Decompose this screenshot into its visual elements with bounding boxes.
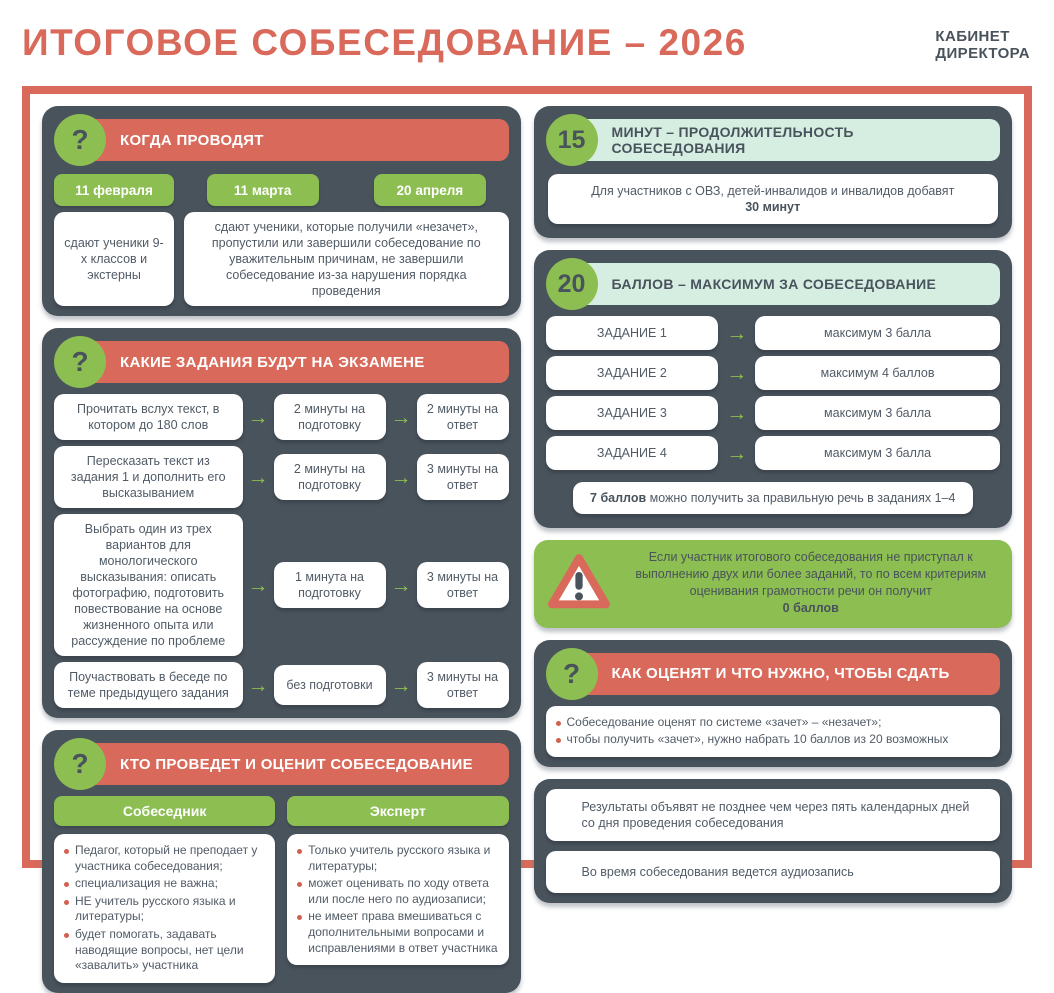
prep-time-card: 1 минута на подготовку bbox=[274, 562, 386, 608]
warning-text bbox=[626, 549, 997, 617]
task-label-card: ЗАДАНИЕ 3 bbox=[546, 396, 719, 430]
arrow-right-icon: → bbox=[726, 321, 748, 345]
expert-column bbox=[287, 796, 508, 983]
section-results bbox=[534, 779, 1013, 903]
score-note-card bbox=[573, 482, 973, 514]
number-badge-15: 15 bbox=[546, 114, 598, 166]
warning-banner bbox=[534, 540, 1013, 628]
arrow-right-icon: → bbox=[726, 401, 748, 425]
section-who-title: КТО ПРОВЕДЕТ И ОЦЕНИТ СОБЕСЕДОВАНИЕ bbox=[80, 743, 509, 785]
warning-icon bbox=[546, 552, 612, 613]
section-tasks-title: КАКИЕ ЗАДАНИЯ БУДУТ НА ЭКЗАМЕНЕ bbox=[80, 341, 509, 383]
arrow-right-icon: → bbox=[390, 465, 412, 489]
arrow-right-icon: → bbox=[390, 673, 412, 697]
expert-card bbox=[287, 834, 508, 965]
score-row bbox=[546, 316, 1001, 350]
how-note-card bbox=[546, 706, 1001, 757]
task-row bbox=[54, 446, 509, 508]
section-tasks bbox=[42, 328, 521, 718]
note-card-main-date: сдают ученики 9-х классов и экстерны bbox=[54, 212, 174, 306]
role-badge-expert: Эксперт bbox=[287, 796, 508, 826]
section-duration-title: МИНУТ – ПРОДОЛЖИТЕЛЬНОСТЬ СОБЕСЕДОВАНИЯ bbox=[572, 119, 1001, 161]
answer-time-card: 2 минуты на ответ bbox=[417, 394, 509, 440]
section-score-header bbox=[546, 258, 1001, 310]
bullet-item: не имеет права вмешиваться с дополнительными вопросами и исправлениями в ответ участника bbox=[296, 909, 499, 956]
task-label-card: ЗАДАНИЕ 4 bbox=[546, 436, 719, 470]
section-how-title: КАК ОЦЕНЯТ И ЧТО НУЖНО, ЧТОБЫ СДАТЬ bbox=[572, 653, 1001, 695]
brand-logo-line2: ДИРЕКТОРА bbox=[935, 45, 1030, 63]
left-column bbox=[42, 106, 521, 973]
result-card-announcement: Результаты объявят не позднее чем через пять календарных дней со дня проведения собеседования bbox=[546, 789, 1001, 841]
question-icon bbox=[54, 336, 106, 388]
question-icon bbox=[54, 738, 106, 790]
score-value-card: максимум 3 балла bbox=[755, 316, 1000, 350]
question-glyph: ? bbox=[71, 748, 89, 779]
section-score-title: БАЛЛОВ – МАКСИМУМ ЗА СОБЕСЕДОВАНИЕ bbox=[572, 263, 1001, 305]
interviewer-card bbox=[54, 834, 275, 983]
warning-text-body: Если участник итогового собеседования не приступал к выполнению двух или более заданий, то по всем критериям оценивания грамотности речи он получит bbox=[635, 550, 987, 598]
when-notes bbox=[54, 212, 509, 306]
answer-time-card: 3 минуты на ответ bbox=[417, 662, 509, 708]
date-badge: 11 февраля bbox=[54, 174, 174, 206]
right-column bbox=[534, 106, 1013, 879]
bullet-item: НЕ учитель русского языка и литературы; bbox=[63, 894, 266, 925]
bullet-item: Только учитель русского языка и литературы; bbox=[296, 843, 499, 874]
task-card: Прочитать вслух текст, в котором до 180 слов bbox=[54, 394, 243, 440]
duration-note-text: Для участников с ОВЗ, детей-инвалидов и инвалидов добавят bbox=[591, 184, 955, 198]
score-note-text: можно получить за правильную речь в заданиях 1–4 bbox=[649, 491, 956, 505]
prep-time-card: 2 минуты на подготовку bbox=[274, 394, 386, 440]
number-badge-20: 20 bbox=[546, 258, 598, 310]
question-glyph: ? bbox=[562, 657, 581, 689]
answer-time-card: 3 минуты на ответ bbox=[417, 454, 509, 500]
section-when bbox=[42, 106, 521, 316]
how-bullet-list bbox=[555, 715, 992, 748]
section-when-header bbox=[54, 114, 509, 166]
arrow-right-icon: → bbox=[247, 573, 269, 597]
section-tasks-header bbox=[54, 336, 509, 388]
question-icon bbox=[54, 114, 106, 166]
brand-logo-line1: КАБИНЕТ bbox=[935, 28, 1010, 45]
exam-dates bbox=[54, 174, 509, 206]
date-badge: 11 марта bbox=[207, 174, 319, 206]
bullet-item: будет помогать, задавать наводящие вопросы, нет цели «завалить» участника bbox=[63, 927, 266, 974]
task-row bbox=[54, 514, 509, 656]
bullet-item: специализация не важна; bbox=[63, 876, 266, 892]
content-frame bbox=[22, 86, 1032, 973]
bullet-item: Собеседование оценят по системе «зачет» – «незачет»; bbox=[555, 715, 992, 731]
arrow-right-icon: → bbox=[390, 405, 412, 429]
score-value-card: максимум 3 балла bbox=[755, 436, 1000, 470]
note-card-retake-dates: сдают ученики, которые получили «незачет», пропустили или завершили собеседование по уважительным причинам, не завершили собеседование из-за нарушения порядка проведения bbox=[184, 212, 509, 306]
prep-time-card: без подготовки bbox=[274, 665, 386, 705]
duration-note-bold: 30 минут bbox=[745, 200, 801, 214]
task-label-card: ЗАДАНИЕ 2 bbox=[546, 356, 719, 390]
task-label-card: ЗАДАНИЕ 1 bbox=[546, 316, 719, 350]
section-when-title: КОГДА ПРОВОДЯТ bbox=[80, 119, 509, 161]
score-value-card: максимум 3 балла bbox=[755, 396, 1000, 430]
brand-logo bbox=[935, 28, 1030, 63]
duration-note-card bbox=[548, 174, 999, 224]
score-note-bold: 7 баллов bbox=[590, 491, 647, 505]
bullet-item: может оценивать по ходу ответа или после него по аудиозаписи; bbox=[296, 876, 499, 907]
section-duration bbox=[534, 106, 1013, 238]
interviewer-bullet-list bbox=[63, 843, 266, 974]
section-score bbox=[534, 250, 1013, 528]
section-how-header bbox=[546, 648, 1001, 700]
bullet-item: чтобы получить «зачет», нужно набрать 10 баллов из 20 возможных bbox=[555, 732, 992, 748]
role-badge-interviewer: Собеседник bbox=[54, 796, 275, 826]
task-card: Поучаствовать в беседе по теме предыдущего задания bbox=[54, 662, 243, 708]
arrow-right-icon: → bbox=[390, 573, 412, 597]
task-row bbox=[54, 394, 509, 440]
arrow-right-icon: → bbox=[726, 361, 748, 385]
score-row bbox=[546, 356, 1001, 390]
question-glyph: ? bbox=[71, 124, 89, 155]
task-row bbox=[54, 662, 509, 708]
score-value-card: максимум 4 баллов bbox=[755, 356, 1000, 390]
arrow-right-icon: → bbox=[247, 673, 269, 697]
result-card-recording: Во время собеседования ведется аудиозапись bbox=[546, 851, 1001, 893]
score-row bbox=[546, 396, 1001, 430]
task-card: Пересказать текст из задания 1 и дополнить его высказыванием bbox=[54, 446, 243, 508]
page-header bbox=[0, 0, 1054, 86]
warning-text-bold: 0 баллов bbox=[782, 600, 839, 615]
who-columns bbox=[54, 796, 509, 983]
question-glyph: ? bbox=[71, 346, 89, 377]
arrow-right-icon: → bbox=[247, 465, 269, 489]
interviewer-column bbox=[54, 796, 275, 983]
section-how bbox=[534, 640, 1013, 767]
score-row bbox=[546, 436, 1001, 470]
section-duration-header bbox=[546, 114, 1001, 166]
bullet-item: Педагог, который не преподает у участника собеседования; bbox=[63, 843, 266, 874]
arrow-right-icon: → bbox=[726, 441, 748, 465]
section-who bbox=[42, 730, 521, 993]
arrow-right-icon: → bbox=[247, 405, 269, 429]
task-card: Выбрать один из трех вариантов для монологического высказывания: описать фотографию, подготовить повествование на основе жизненного опыта или рассуждение по проблеме bbox=[54, 514, 243, 656]
page-title: ИТОГОВОЕ СОБЕСЕДОВАНИЕ – 2026 bbox=[22, 22, 747, 63]
expert-bullet-list bbox=[296, 843, 499, 956]
date-badge: 20 апреля bbox=[374, 174, 486, 206]
prep-time-card: 2 минуты на подготовку bbox=[274, 454, 386, 500]
answer-time-card: 3 минуты на ответ bbox=[417, 562, 509, 608]
question-icon bbox=[546, 648, 598, 700]
section-who-header bbox=[54, 738, 509, 790]
